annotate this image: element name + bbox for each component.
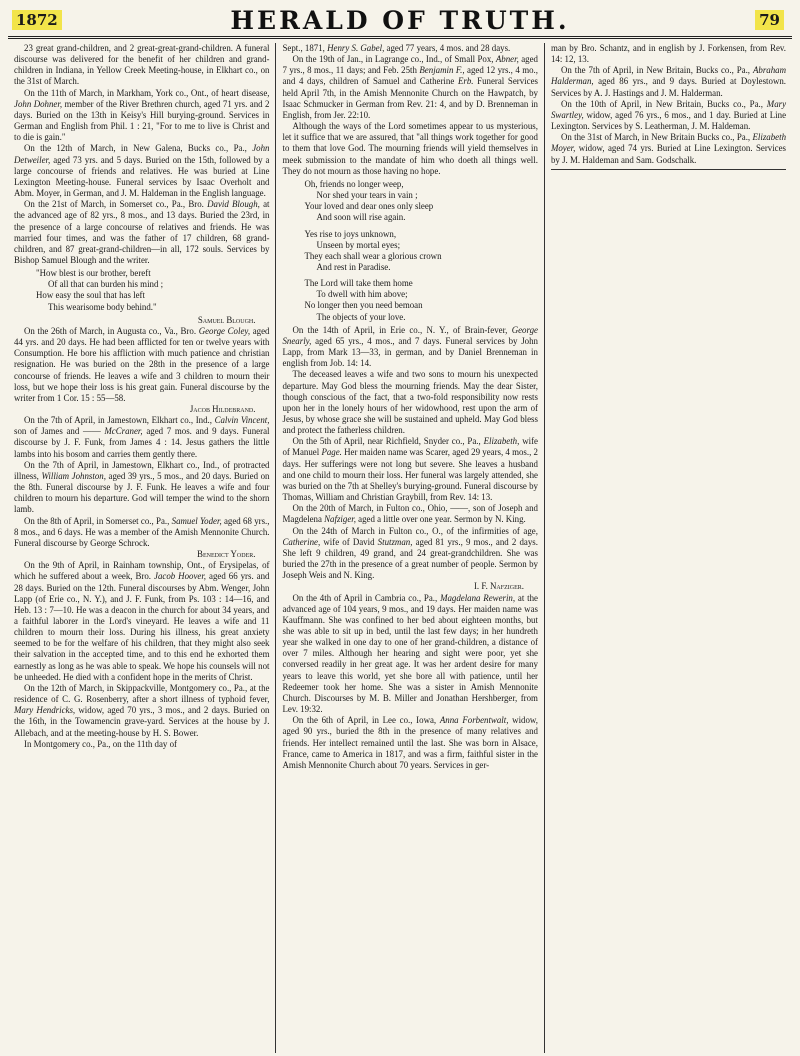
obituary-paragraph: On the 14th of April, in Erie co., N. Y., of Brain-fever, George Snearly, aged 65 yrs., 4 mos., and 7 days. Funeral services by John Lapp, from Mark 13—33, in german, and by Daniel Brenneman in english from Job. 14: 14. bbox=[282, 324, 538, 369]
obituary-paragraph: On the 19th of Jan., in Lagrange co., Ind., of Small Pox, Abner, aged 7 yrs., 8 mos., 11 days; and Feb. 25th Benjamin F., aged 12 yrs., 4 mo., and 4 days, children of Samuel and Catherine Erb. Funeral Services held April 7th, in the Amish Mennonite Church on the Hawpatch, by Isaac Schmucker in German from Rev. 21: 4, and by D. Brenneman in English, from Jer. 22:10. bbox=[282, 54, 538, 120]
column-2 bbox=[275, 43, 543, 1053]
obituary-paragraph: On the 24th of March in Fulton co., O., of the infirmities of age, Catherine, wife of David Stutzman, aged 81 yrs., 9 mos., and 2 days. She left 9 children, 49 grand, and 24 great-grandchildren. She was buried the 27th in the presence of a great number of people. Sermon by Joseph Weis and N. King. bbox=[282, 525, 538, 581]
obituary-paragraph: On the 31st of March, in New Britain Bucks co., Pa., Elizabeth Moyer, widow, aged 74 yrs. Buried at Line Lexington. Services by J. M. Haldeman and Sam. Godschalk. bbox=[550, 132, 787, 165]
obituary-paragraph: 23 great grand-children, and 2 great-great-grand-children. A funeral discourse was delivered for the benefit of her children and grand-children in Indiana, in Yellow Creek Meeting-house, in Elkhart co., on the 31st of March. bbox=[14, 43, 270, 87]
poem-line: Nor shed your tears in vain ; bbox=[316, 190, 418, 201]
obituary-paragraph: On the 6th of April, in Lee co., Iowa, Anna Forbentwalt, widow, aged 90 yrs., buried the 8th in the presence of many relatives and friends. Her intellect remained until the last. She was born in Alsace, France, came to America in 1817, and was a firm, faithful sister in the Amish Mennonite Church about 70 years. Services in ger- bbox=[282, 715, 538, 770]
obituary-paragraph: The deceased leaves a wife and two sons to mourn his unexpected departure. May God bless the mourning friends. May the dear Sister, though conscious of the fact, that a two-fold responsibility now rests upon her in the lonely hours of her widowhood, rest upon the arm of Jesus, by whose grace she will be sustained and upheld. May God bless and protect the fatherless children. bbox=[282, 369, 538, 436]
column-3 bbox=[544, 43, 792, 1053]
signature: Jacob Hildebrand. bbox=[189, 404, 256, 414]
obituary-paragraph: In Montgomery co., Pa., on the 11th day of bbox=[24, 738, 177, 749]
poem-line: "How blest is our brother, bereft bbox=[36, 268, 151, 279]
poem-line: No longer then you need bemoan bbox=[304, 300, 423, 311]
obituary-paragraph: man by Bro. Schantz, and in english by J. Forkensen, from Rev. 14: 12, 13. bbox=[550, 43, 787, 65]
obituary-paragraph: On the 12th of March, in Skippackville, Montgomery co., Pa., at the residence of C. G. Rosenberry, after a short illness of typhoid fever, Mary Hendricks, widow, aged 70 yrs., 3 mos., and 2 days. Buried on the 16th, in the Towamencin grave-yard. Services at the house by J. Allebach, and at the meeting-house by H. S. Bower. bbox=[14, 682, 270, 738]
poem-line: And soon will rise again. bbox=[316, 212, 406, 223]
poem-line: Unseen by mortal eyes; bbox=[316, 239, 401, 250]
poem-line: How easy the soul that has left bbox=[36, 290, 145, 301]
obituary-paragraph: On the 9th of April, in Rainham township, Ont., of Erysipelas, of which he suffered about a week, Bro. Jacob Hoover, aged 66 yrs. and 28 days. Buried on the 12th. Funeral discourses by Abm. Wenger, John Lapp (of Erie co., N. Y.), and J. F. Funk, from Ps. 103 : 14—16, and Heb. 13 : 7—10. He was a deacon in the church for about 34 years, and a faithful laborer in the Lord's vineyard. He leaves a wife and 11 children to mourn their loss. During his illness, his great anxiety seemed to be for the welfare of his children, that they might also seek their salvation in the accepted time, and to this end he exhorted them earnestly as long as he was able to speak. We hope his counsels will not be unheeded. He died with a confident hope in the merits of Christ. bbox=[14, 560, 270, 682]
obituary-paragraph: On the 4th of April in Cambria co., Pa., Magdelana Rewerin, at the advanced age of 104 years, 9 mos., and 19 days. Her maiden name was Kauffmann. She was confined to her bed about eighteen months, but she was able to sit up in bed, until the last few days; in her hundreth year she walked in one day to one of her grand-children, a distance of over 7 miles. Although her hearing and sight were poor, yet she conversed readily in her great age. It was her ardent desire for many years to leave this world, yet she bore all with patience, until her Redeemer took her home. She was a sister in Amish Mennonite Church. Discourses by M. B. Miller and Jonathan Hershberger, from Lev. 19:32. bbox=[282, 592, 538, 715]
obituary-paragraph: On the 5th of April, near Richfield, Snyder co., Pa., Elizabeth, wife of Manuel Page. Her maiden name was Scarer, aged 29 years, 4 mos., 2 days. Her sufferings were not long but severe. She leaves a husband and one child to mourn their loss. Her funeral was largely attended, she was buried on the 7th at Shelley's burying-ground. Funeral discourse by Thomas, William and Christian Graybill, from Rev. 14: 13. bbox=[282, 436, 538, 503]
signature: Benedict Yoder. bbox=[197, 549, 256, 560]
obituary-paragraph: On the 7th of April, in Jamestown, Elkhart co., Ind., Calvin Vincent, son of James and —— McCraner, aged 7 mos. and 9 days. Funeral discourse by J. F. Funk, from James 4 : 14. Jesus gathers the little lambs into his bosom and carries them gently there. bbox=[14, 415, 270, 459]
obituary-paragraph: On the 12th of March, in New Galena, Bucks co., Pa., John Detweiler, aged 73 yrs. and 5 days. Buried on the 15th, followed by a large concourse of friends and relatives. He was buried at Line Lexington Meeting-house. Funeral services by Isaac Overholt and Abm. Moyer, in German, and J. M. Haldeman in the English language. bbox=[14, 143, 270, 199]
newspaper-title: HERALD OF TRUTH. bbox=[230, 6, 570, 35]
column-1 bbox=[8, 43, 275, 1053]
obituary-paragraph: On the 8th of April, in Somerset co., Pa., Samuel Yoder, aged 68 yrs., 8 mos., and 6 days. He was a member of the Amish Mennonite Church. Funeral discourse by George Schrock. bbox=[14, 515, 270, 548]
poem bbox=[36, 268, 269, 313]
columns bbox=[8, 43, 792, 1053]
obituary-paragraph: On the 20th of March, in Fulton co., Ohio, ——, son of Joseph and Magdelena Nafziger, aged a little over one year. Sermon by N. King. bbox=[282, 503, 538, 525]
obituary-paragraph: On the 11th of March, in Markham, York co., Ont., of heart disease, John Dohner, member of the River Brethren church, aged 71 yrs. and 2 days. Buried on the 13th in Keisy's Hill burying-ground. Services in German and English from Phil. 1 : 21, "For to me to live is Christ and to die is gain." bbox=[14, 87, 270, 143]
obituary-paragraph: On the 7th of April, in New Britain, Bucks co., Pa., Abraham Halderman, aged 86 yrs., and 9 days. Buried at Doylestown. Services by A. J. Hastings and J. M. Halderman. bbox=[550, 65, 787, 98]
poem-line: Oh, friends no longer weep, bbox=[304, 178, 404, 189]
poem bbox=[304, 179, 537, 323]
obituary-paragraph: On the 7th of April, in Jamestown, Elkhart co., Ind., of protracted illness, William Johnston, aged 39 yrs., 5 mos., and 20 days. Buried on the 8th. Funeral discourse by J. F. Funk. He leaves a wife and four children to mourn his departure. God will temper the wind to the shorn lamb. bbox=[14, 459, 270, 515]
masthead bbox=[8, 6, 792, 39]
obituary-paragraph: Sept., 1871, Henry S. Gabel, aged 77 years, 4 mos. and 28 days. bbox=[282, 43, 511, 53]
poem-line: The objects of your love. bbox=[316, 311, 406, 322]
poem-line: They each shall wear a glorious crown bbox=[304, 250, 442, 261]
column-end-rule bbox=[551, 169, 786, 170]
poem-line: Yes rise to joys unknown, bbox=[304, 228, 397, 239]
year-label: 1872 bbox=[12, 10, 62, 30]
poem-line: Of all that can burden his mind ; bbox=[48, 279, 164, 290]
obituary-paragraph: On the 26th of March, in Augusta co., Va., Bro. George Coley, aged 44 yrs. and 20 days. He had been afflicted for ten or twelve years with Consumption. He bore his affliction with much patience and christian resignation. He was buried on the 28th in the presence of a large concourse of friends. He leaves a wife and 3 children to mourn their loss, but we hope their loss is his great gain. Funeral discourse by the writer from 1 Cor. 15 : 55—58. bbox=[14, 325, 270, 403]
poem-line: This wearisome body behind." bbox=[48, 301, 157, 312]
obituary-paragraph: On the 21st of March, in Somerset co., Pa., Bro. David Blough, at the advanced age of 82 yrs., 8 mos., and 13 days. Buried the 23rd, in the presence of a large concourse of relatives and friends. He was married four times, and was the father of 17 children, 68 grand-children, and 87 great-grand-children—in all, 172 souls. Services by Bishop Samuel Blough and the writer. bbox=[14, 199, 270, 265]
obituary-paragraph: Although the ways of the Lord sometimes appear to us mysterious, let it suffice that we are assured, that "all things work together for good to them that love God. The mourning friends will yield themselves in meek submission to the mandate of him who doeth all things well. They do not mourn as those having no hope. bbox=[282, 121, 538, 176]
poem-line: Your loved and dear ones only sleep bbox=[304, 201, 434, 212]
poem-line: And rest in Paradise. bbox=[316, 261, 391, 272]
poem-line: To dwell with him above; bbox=[316, 289, 408, 300]
signature: Samuel Blough. bbox=[197, 314, 256, 325]
obituary-paragraph: On the 10th of April, in New Britain, Bucks co., Pa., Mary Swartley, widow, aged 76 yrs., 6 mos., and 1 day. Buried at Line Lexington. Services by S. Leatherman, J. M. Haldeman. bbox=[550, 98, 787, 132]
page-number: 79 bbox=[755, 10, 784, 30]
poem-line: The Lord will take them home bbox=[304, 278, 413, 289]
signature: I. F. Nafziger. bbox=[473, 581, 524, 592]
